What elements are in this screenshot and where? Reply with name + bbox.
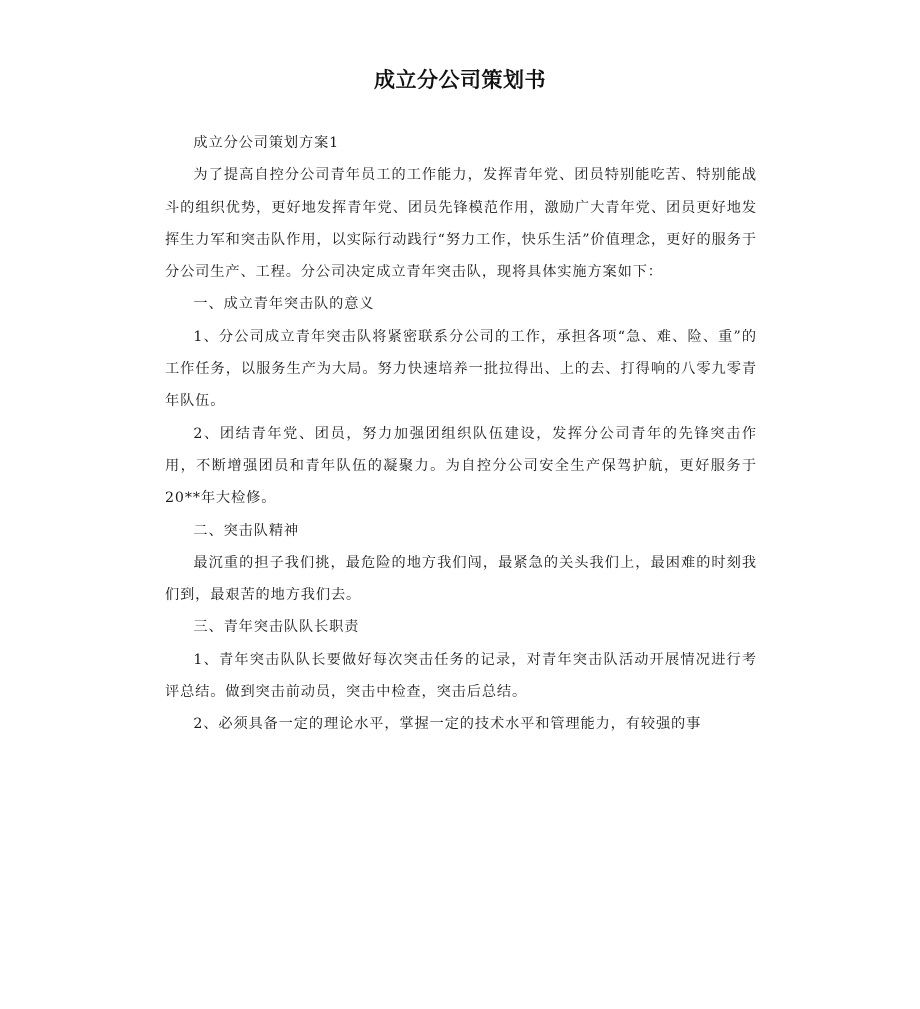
section-heading-spirit: 二、突击队精神	[193, 522, 300, 539]
page-title: 成立分公司策划书	[374, 68, 546, 92]
section-heading-significance: 一、成立青年突击队的意义	[193, 296, 375, 313]
paragraph-spirit: 最沉重的担子我们挑，最危险的地方我们闯，最紧急的关头我们上，最困难的时刻我们到，最艰苦的地方我们去。	[165, 554, 757, 604]
paragraph-intro: 为了提高自控分公司青年员工的工作能力，发挥青年党、团员特别能吃苦、特别能战斗的组织优势，更好地发挥青年党、团员先锋模范作用，激励广大青年党、团员更好地发挥生力军和突击队作用，以实际行动践行“努力工作，快乐生活”价值理念，更好的服务于分公司生产、工程。分公司决定成立青年突击队，现将具体实施方案如下：	[165, 167, 757, 281]
paragraph-leader-duty-1: 1、青年突击队队长要做好每次突击任务的记录，对青年突击队活动开展情况进行考评总结。做到突击前动员，突击中检查，突击后总结。	[165, 651, 757, 701]
paragraph-significance-2: 2、团结青年党、团员，努力加强团组织队伍建设，发挥分公司青年的先锋突击作用，不断增强团员和青年队伍的凝聚力。为自控分公司安全生产保驾护航，更好服务于20**年大检修。	[165, 425, 757, 507]
section-heading-leader-duties: 三、青年突击队队长职责	[193, 619, 360, 636]
document-body	[165, 127, 757, 741]
paragraph-plan-heading: 成立分公司策划方案1	[193, 135, 340, 151]
paragraph-significance-1: 1、分公司成立青年突击队将紧密联系分公司的工作，承担各项“急、难、险、重”的工作任务，以服务生产为大局。努力快速培养一批拉得出、上的去、打得响的八零九零青年队伍。	[165, 328, 757, 410]
paragraph-leader-duty-2: 2、必须具备一定的理论水平，掌握一定的技术水平和管理能力，有较强的事	[193, 716, 702, 733]
